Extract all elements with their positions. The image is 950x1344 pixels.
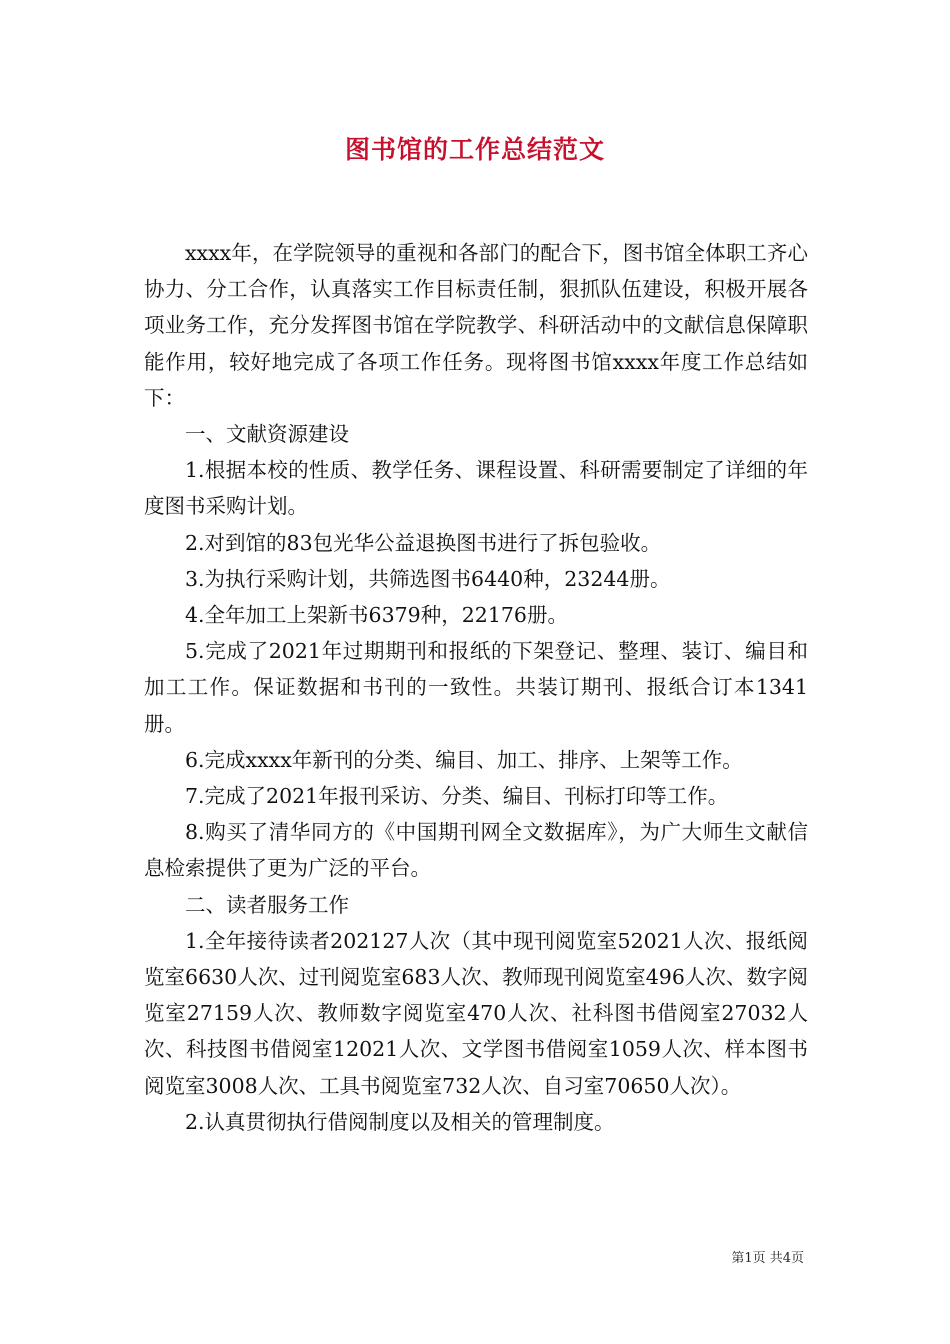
section-heading-reader-services: 二、读者服务工作 [185, 892, 349, 917]
list-item: 7.完成了2021年报刊采访、分类、编目、刊标打印等工作。 [185, 784, 729, 809]
paragraph-intro: xxxx年，在学院领导的重视和各部门的配合下，图书馆全体职工齐心协力、分工合作，认真落实工作目标责任制，狠抓队伍建设，积极开展各项业务工作，充分发挥图书馆在学院教学、科研活动中的文献信息保障职能作用，较好地完成了各项工作任务。现将图书馆xxxx年度工作总结如下： [144, 241, 808, 410]
document-body [144, 235, 808, 1140]
list-item: 8.购买了清华同方的《中国期刊网全文数据库》，为广大师生文献信息检索提供了更为广泛的平台。 [144, 820, 808, 881]
list-item: 2.对到馆的83包光华公益退换图书进行了拆包验收。 [185, 530, 662, 555]
page-number-footer: 第1页 共4页 [731, 1251, 804, 1266]
list-item: 6.完成xxxx年新刊的分类、编目、加工、排序、上架等工作。 [185, 747, 743, 772]
list-item: 1.根据本校的性质、教学任务、课程设置、科研需要制定了详细的年度图书采购计划。 [144, 458, 808, 519]
list-item: 1.全年接待读者202127人次（其中现刊阅览室52021人次、报纸阅览室6630人次、过刊阅览室683人次、教师现刊阅览室496人次、数字阅览室27159人次、教师数字阅览室470人次、社科图书借阅室27032人次、科技图书借阅室12021人次、文学图书借阅室1059人次、样本图书阅览室3008人次、工具书阅览室732人次、自习室70650人次）。 [144, 928, 808, 1098]
list-item: 3.为执行采购计划，共筛选图书6440种，23244册。 [185, 566, 671, 591]
list-item: 4.全年加工上架新书6379种，22176册。 [185, 603, 568, 628]
section-heading-resources: 一、文献资源建设 [185, 422, 349, 447]
document-title: 图书馆的工作总结范文 [344, 135, 605, 164]
list-item: 2.认真贯彻执行借阅制度以及相关的管理制度。 [185, 1109, 615, 1134]
list-item: 5.完成了2021年过期期刊和报纸的下架登记、整理、装订、编目和加工工作。保证数据和书刊的一致性。共装订期刊、报纸合订本1341册。 [144, 639, 808, 736]
